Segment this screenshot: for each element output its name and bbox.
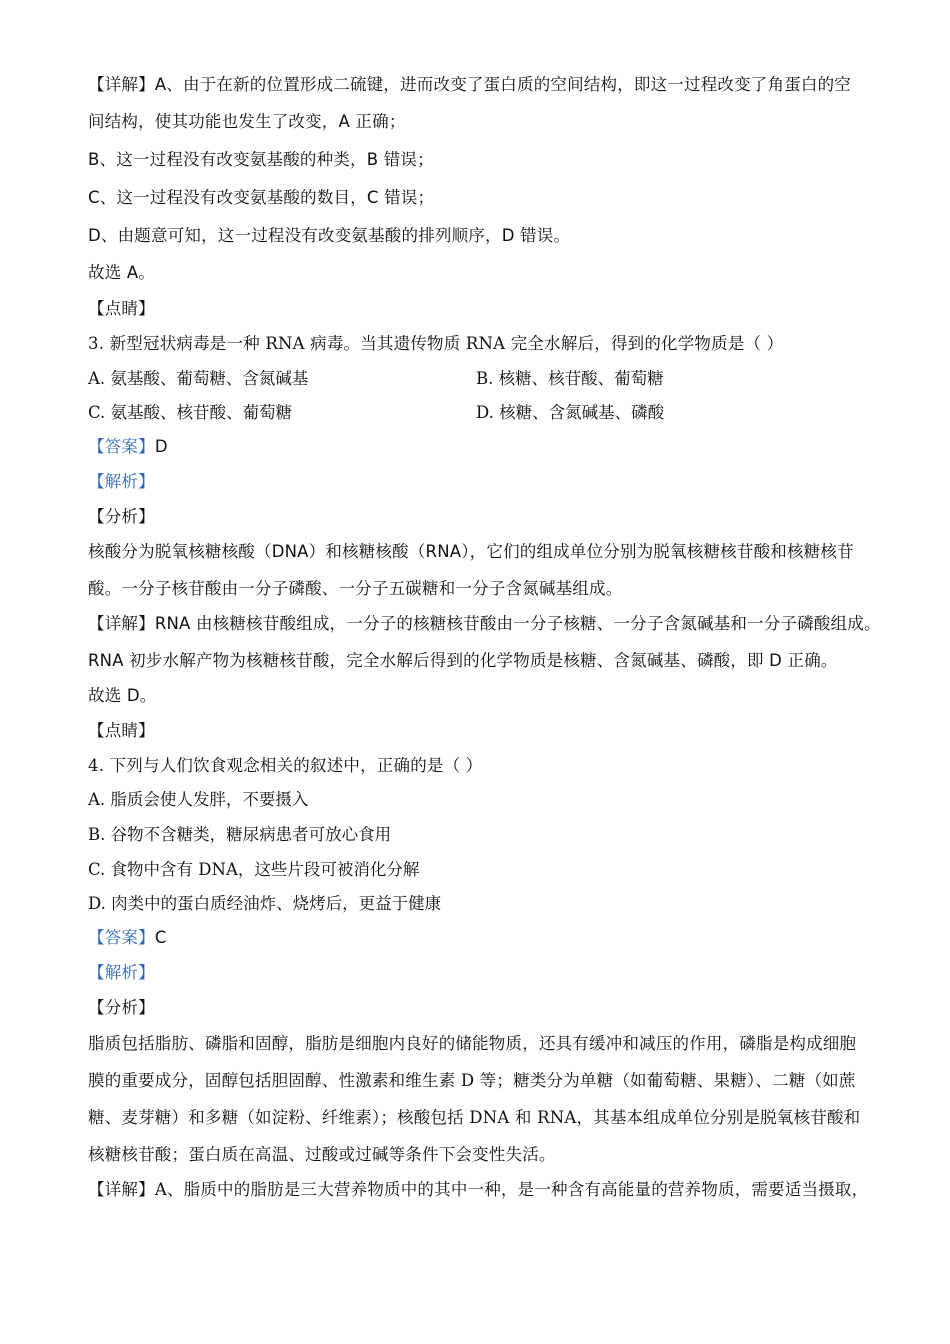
q3-dianjing-tag: 【点睛】	[88, 721, 155, 740]
detail-line-1	[88, 74, 851, 96]
q4-answer	[88, 927, 167, 949]
q4-option-d: D. 肉类中的蛋白质经油炸、烧烤后，更益于健康	[88, 894, 442, 913]
q3-option-c: C. 氨基酸、核苷酸、葡萄糖	[88, 403, 293, 422]
detail-line-3: B、这一过程没有改变氨基酸的种类，B 错误；	[88, 150, 434, 169]
q4-option-a: A. 脂质会使人发胖，不要摄入	[88, 790, 309, 809]
q3-analysis-tag: 【解析】	[88, 472, 155, 491]
q3-answer	[88, 436, 168, 458]
q4-fenxi-line-2: 膜的重要成分，固醇包括胆固醇、性激素和维生素 D 等；糖类分为单糖（如葡萄糖、果糖）、二糖（如蔗	[88, 1071, 856, 1090]
q4-fenxi-tag: 【分析】	[88, 998, 155, 1017]
q3-detail-line-2: RNA 初步水解产物为核糖核苷酸，完全水解后得到的化学物质是核糖、含氮碱基、磷酸，即 D 正确。	[88, 651, 838, 670]
q3-stem: 3. 新型冠状病毒是一种 RNA 病毒。当其遗传物质 RNA 完全水解后，得到的化学物质是（ ）	[88, 334, 784, 353]
q4-analysis-tag: 【解析】	[88, 963, 155, 982]
q4-fenxi-line-3: 糖、麦芽糖）和多糖（如淀粉、纤维素）；核酸包括 DNA 和 RNA，其基本组成单位分别是脱氧核苷酸和	[88, 1108, 861, 1127]
detail-line-2: 间结构，使其功能也发生了改变，A 正确；	[88, 112, 406, 131]
choice-line: 故选 A。	[88, 263, 156, 282]
detail-tag: 【详解】	[88, 75, 155, 94]
q4-option-b: B. 谷物不含糖类，糖尿病患者可放心食用	[88, 825, 392, 844]
answer-tag: 【答案】	[88, 928, 155, 947]
detail-text: A、脂质中的脂肪是三大营养物质中的其中一种，是一种含有高能量的营养物质，需要适当摄取，	[154, 1180, 869, 1199]
q4-detail-line-1	[88, 1179, 868, 1201]
detail-line-5: D、由题意可知，这一过程没有改变氨基酸的排列顺序，D 错误。	[88, 226, 571, 245]
answer-value: D	[154, 437, 168, 456]
q3-option-b: B. 核糖、核苷酸、葡萄糖	[476, 369, 664, 388]
detail-text: A、由于在新的位置形成二硫键，进而改变了蛋白质的空间结构，即这一过程改变了角蛋白的空	[154, 75, 851, 94]
answer-tag: 【答案】	[88, 437, 155, 456]
detail-text: RNA 由核糖核苷酸组成，一分子的核糖核苷酸由一分子核糖、一分子含氮碱基和一分子磷酸组成。	[154, 614, 881, 633]
q4-option-c: C. 食物中含有 DNA，这些片段可被消化分解	[88, 860, 420, 879]
q3-fenxi-line-2: 酸。一分子核苷酸由一分子磷酸、一分子五碳糖和一分子含氮碱基组成。	[88, 579, 623, 598]
detail-tag: 【详解】	[88, 1180, 155, 1199]
q3-detail-line-1	[88, 613, 881, 635]
dianjing-tag: 【点睛】	[88, 299, 155, 318]
q3-fenxi-tag: 【分析】	[88, 507, 155, 526]
q4-fenxi-line-1: 脂质包括脂肪、磷脂和固醇，脂肪是细胞内良好的储能物质，还具有缓冲和减压的作用，磷脂是构成细胞	[88, 1034, 857, 1053]
q4-fenxi-line-4: 核糖核苷酸；蛋白质在高温、过酸或过碱等条件下会变性失活。	[88, 1145, 556, 1164]
detail-tag: 【详解】	[88, 614, 155, 633]
detail-line-4: C、这一过程没有改变氨基酸的数目，C 错误；	[88, 188, 435, 207]
q3-fenxi-line-1: 核酸分为脱氧核糖核酸（DNA）和核糖核酸（RNA），它们的组成单位分别为脱氧核糖核苷酸和核糖核苷	[88, 542, 854, 561]
q3-choice: 故选 D。	[88, 686, 157, 705]
q4-stem: 4. 下列与人们饮食观念相关的叙述中，正确的是（ ）	[88, 756, 483, 775]
answer-value: C	[154, 928, 167, 947]
q3-option-d: D. 核糖、含氮碱基、磷酸	[476, 403, 665, 422]
q3-option-a: A. 氨基酸、葡萄糖、含氮碱基	[88, 369, 309, 388]
